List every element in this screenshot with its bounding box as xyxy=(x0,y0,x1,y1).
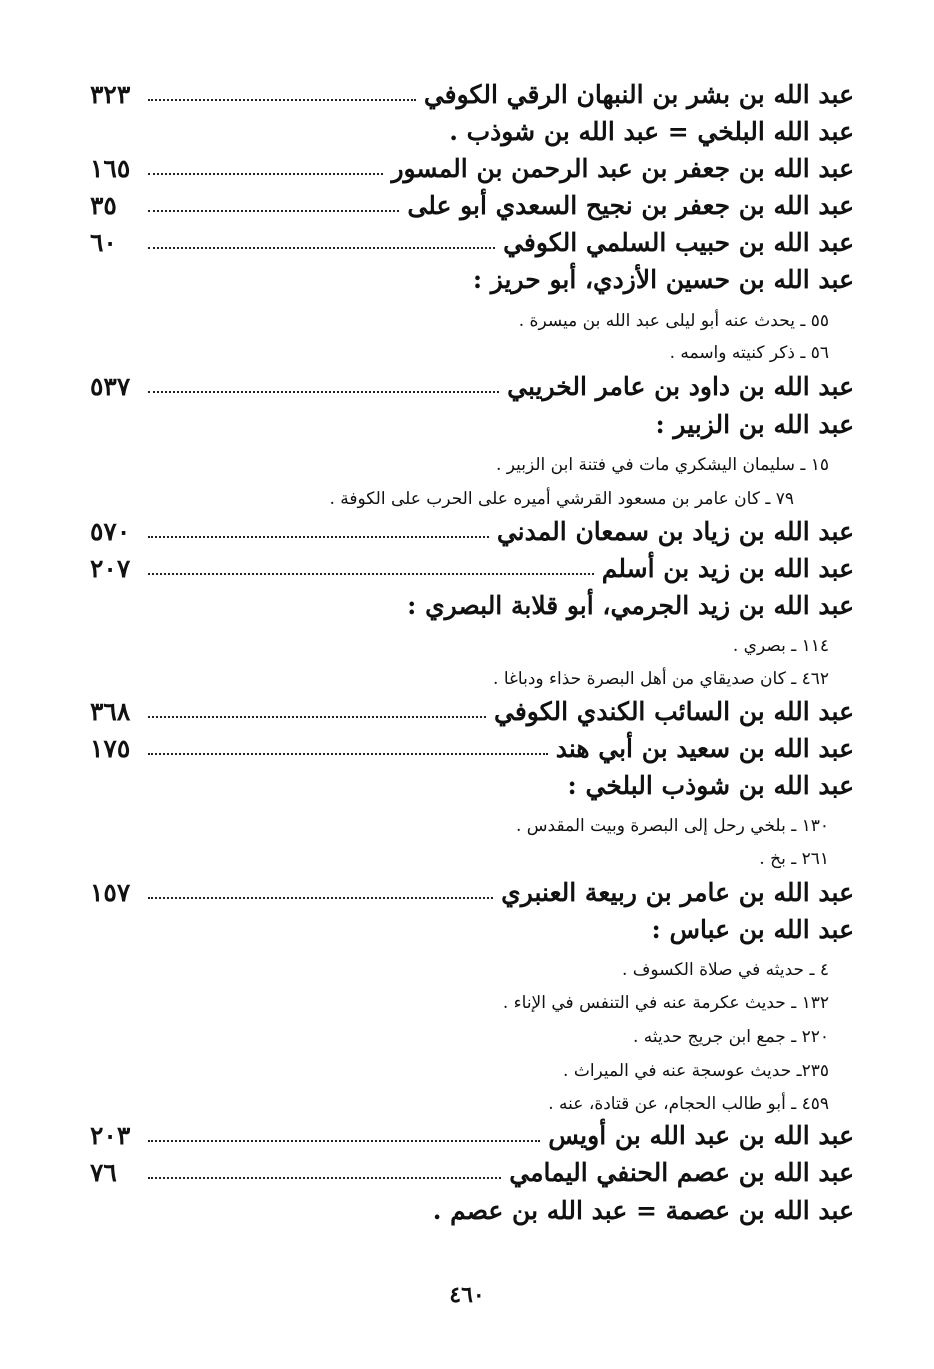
subentry-text: ١٣٢ ـ حديث عكرمة عنه في التنفس في الإناء . xyxy=(502,993,829,1013)
entry-page-number: ٧٦ xyxy=(90,1158,117,1187)
entry-name: عبد الله بن زيد الجرمي، أبو قلابة البصري : xyxy=(407,591,854,620)
entry-page-number: ٢٠٧ xyxy=(90,554,131,583)
index-subentry xyxy=(90,669,829,689)
dot-leader xyxy=(148,210,399,212)
index-entry xyxy=(90,771,854,800)
dot-leader xyxy=(148,1177,501,1179)
index-entry xyxy=(90,117,854,146)
entry-page-number: ٥٧٠ xyxy=(90,517,131,546)
entry-name: عبد الله بن بشر بن النبهان الرقي الكوفي xyxy=(423,80,854,109)
index-subentry xyxy=(90,1094,829,1114)
entry-name: عبد الله بن حسين الأزدي، أبو حريز : xyxy=(472,265,854,294)
dot-leader xyxy=(148,247,495,249)
subentry-text: ٢٣٥ـ حديث عوسجة عنه في الميراث . xyxy=(563,1061,829,1081)
entry-name: عبد الله بن عصمة = عبد الله بن عصم . xyxy=(432,1196,854,1225)
dot-leader xyxy=(148,1140,540,1142)
index-entry xyxy=(90,410,854,439)
dot-leader xyxy=(148,716,486,718)
index-subentry xyxy=(90,849,829,869)
subentry-text: ٧٩ ـ كان عامر بن مسعود القرشي أميره على الحرب على الكوفة . xyxy=(329,489,794,509)
index-subentry xyxy=(90,455,829,475)
entry-name: عبد الله بن زيد بن أسلم xyxy=(601,554,854,583)
entry-name: عبد الله بن حبيب السلمي الكوفي xyxy=(503,228,854,257)
dot-leader xyxy=(148,173,383,175)
index-subentry xyxy=(90,489,794,509)
subentry-text: ٥٥ ـ يحدث عنه أبو ليلى عبد الله بن ميسرة . xyxy=(518,311,829,331)
subentry-text: ٤٦٢ ـ كان صديقاي من أهل البصرة حذاء ودباغا . xyxy=(493,669,829,689)
entry-page-number: ٣٥ xyxy=(90,191,117,220)
subentry-text: ١١٤ ـ بصري . xyxy=(732,636,829,656)
index-entry xyxy=(90,372,854,401)
index-entry xyxy=(90,734,854,763)
index-entry xyxy=(90,80,854,109)
index-entry xyxy=(90,554,854,583)
subentry-text: ١٣٠ ـ بلخي رحل إلى البصرة وبيت المقدس . xyxy=(515,816,829,836)
subentry-text: ١٥ ـ سليمان اليشكري مات في فتنة ابن الزبير . xyxy=(495,455,829,475)
index-subentry xyxy=(90,993,829,1013)
entry-page-number: ٢٠٣ xyxy=(90,1121,131,1150)
index-entry xyxy=(90,154,854,183)
index-entry xyxy=(90,1158,854,1187)
index-entry xyxy=(90,878,854,907)
index-entry xyxy=(90,228,854,257)
dot-leader xyxy=(148,753,548,755)
subentry-text: ٤٥٩ ـ أبو طالب الحجام، عن قتادة، عنه . xyxy=(548,1094,829,1114)
index-entry xyxy=(90,1196,854,1225)
subentry-text: ٢٢٠ ـ جمع ابن جريج حديثه . xyxy=(633,1027,829,1047)
entry-name: عبد الله بن عصم الحنفي اليمامي xyxy=(509,1158,854,1187)
index-subentry xyxy=(90,816,829,836)
dot-leader xyxy=(148,391,499,393)
entry-name: عبد الله بن سعيد بن أبي هند xyxy=(555,734,854,763)
entry-page-number: ٣٢٣ xyxy=(90,80,131,109)
entry-page-number: ٦٠ xyxy=(90,228,117,257)
index-subentry xyxy=(90,311,829,331)
entry-name: عبد الله بن داود بن عامر الخريبي xyxy=(507,372,854,401)
index-entry xyxy=(90,697,854,726)
index-subentry xyxy=(90,1061,829,1081)
index-subentry xyxy=(90,636,829,656)
index-subentry xyxy=(90,1027,829,1047)
index-subentry xyxy=(90,960,829,980)
index-entry xyxy=(90,915,854,944)
entry-name: عبد الله البلخي = عبد الله بن شوذب . xyxy=(449,117,854,146)
subentry-text: ٤ ـ حديثه في صلاة الكسوف . xyxy=(622,960,829,980)
entry-name: عبد الله بن عباس : xyxy=(651,915,854,944)
entry-name: عبد الله بن عامر بن ربيعة العنبري xyxy=(501,878,854,907)
index-entry xyxy=(90,591,854,620)
entry-page-number: ١٧٥ xyxy=(90,734,131,763)
dot-leader xyxy=(148,536,489,538)
entry-page-number: ٥٣٧ xyxy=(90,372,131,401)
index-entry xyxy=(90,265,854,294)
entry-name: عبد الله بن الزبير : xyxy=(655,410,854,439)
entry-name: عبد الله بن جعفر بن عبد الرحمن بن المسور xyxy=(391,154,854,183)
entry-name: عبد الله بن شوذب البلخي : xyxy=(567,771,854,800)
entry-page-number: ١٥٧ xyxy=(90,878,131,907)
dot-leader xyxy=(148,573,594,575)
entry-name: عبد الله بن زياد بن سمعان المدني xyxy=(496,517,854,546)
dot-leader xyxy=(148,897,493,899)
index-entry xyxy=(90,191,854,220)
subentry-text: ٢٦١ ـ بخ . xyxy=(759,849,829,869)
dot-leader xyxy=(148,99,416,101)
entry-page-number: ٣٦٨ xyxy=(90,697,131,726)
page-number: ٤٦٠ xyxy=(449,1282,485,1308)
entry-page-number: ١٦٥ xyxy=(90,154,131,183)
subentry-text: ٥٦ ـ ذكر كنيته واسمه . xyxy=(669,343,829,363)
entry-name: عبد الله بن عبد الله بن أويس xyxy=(548,1121,854,1150)
entry-name: عبد الله بن السائب الكندي الكوفي xyxy=(494,697,854,726)
index-subentry xyxy=(90,343,829,363)
entry-name: عبد الله بن جعفر بن نجيح السعدي أبو على xyxy=(407,191,854,220)
index-entry xyxy=(90,1121,854,1150)
index-entry xyxy=(90,517,854,546)
